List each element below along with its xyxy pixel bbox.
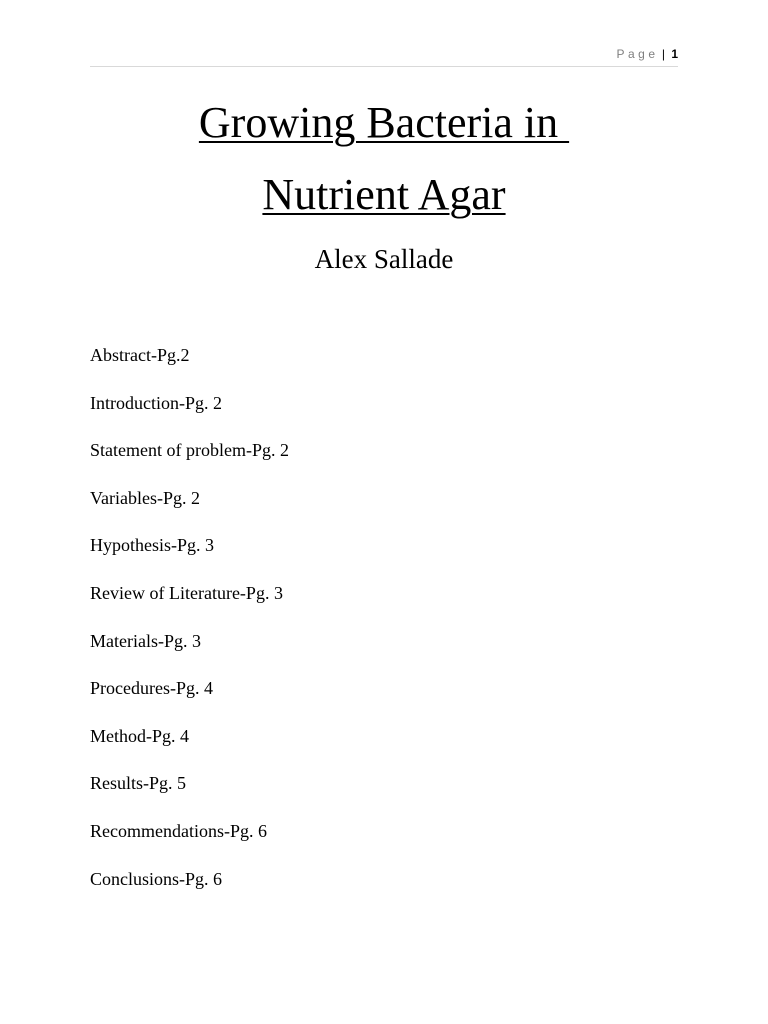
page-header xyxy=(90,44,678,67)
page-number: 1 xyxy=(671,47,678,61)
toc-item-procedures: Procedures-Pg. 4 xyxy=(90,678,213,699)
toc-item-materials: Materials-Pg. 3 xyxy=(90,630,201,651)
toc-item-review-of-literature: Review of Literature-Pg. 3 xyxy=(90,582,283,603)
toc-item-method: Method-Pg. 4 xyxy=(90,725,189,746)
toc-item-variables: Variables-Pg. 2 xyxy=(90,487,200,508)
title-line-1: Growing Bacteria in xyxy=(198,98,570,147)
page-word: Page xyxy=(616,47,659,61)
toc-item-conclusions: Conclusions-Pg. 6 xyxy=(90,868,223,889)
page-number-label xyxy=(616,47,678,61)
toc-item-statement-of-problem: Statement of problem-Pg. 2 xyxy=(90,440,289,461)
toc-item-results: Results-Pg. 5 xyxy=(90,773,187,794)
toc-item-abstract: Abstract-Pg.2 xyxy=(90,345,190,365)
table-of-contents xyxy=(90,343,289,914)
title-line-2: Nutrient Agar xyxy=(262,170,506,219)
toc-item-hypothesis: Hypothesis-Pg. 3 xyxy=(90,535,215,556)
toc-item-introduction: Introduction-Pg. 2 xyxy=(90,392,222,413)
page-separator: | xyxy=(661,47,665,61)
author-name: Alex Sallade xyxy=(314,244,454,274)
toc-item-recommendations: Recommendations-Pg. 6 xyxy=(90,820,267,841)
